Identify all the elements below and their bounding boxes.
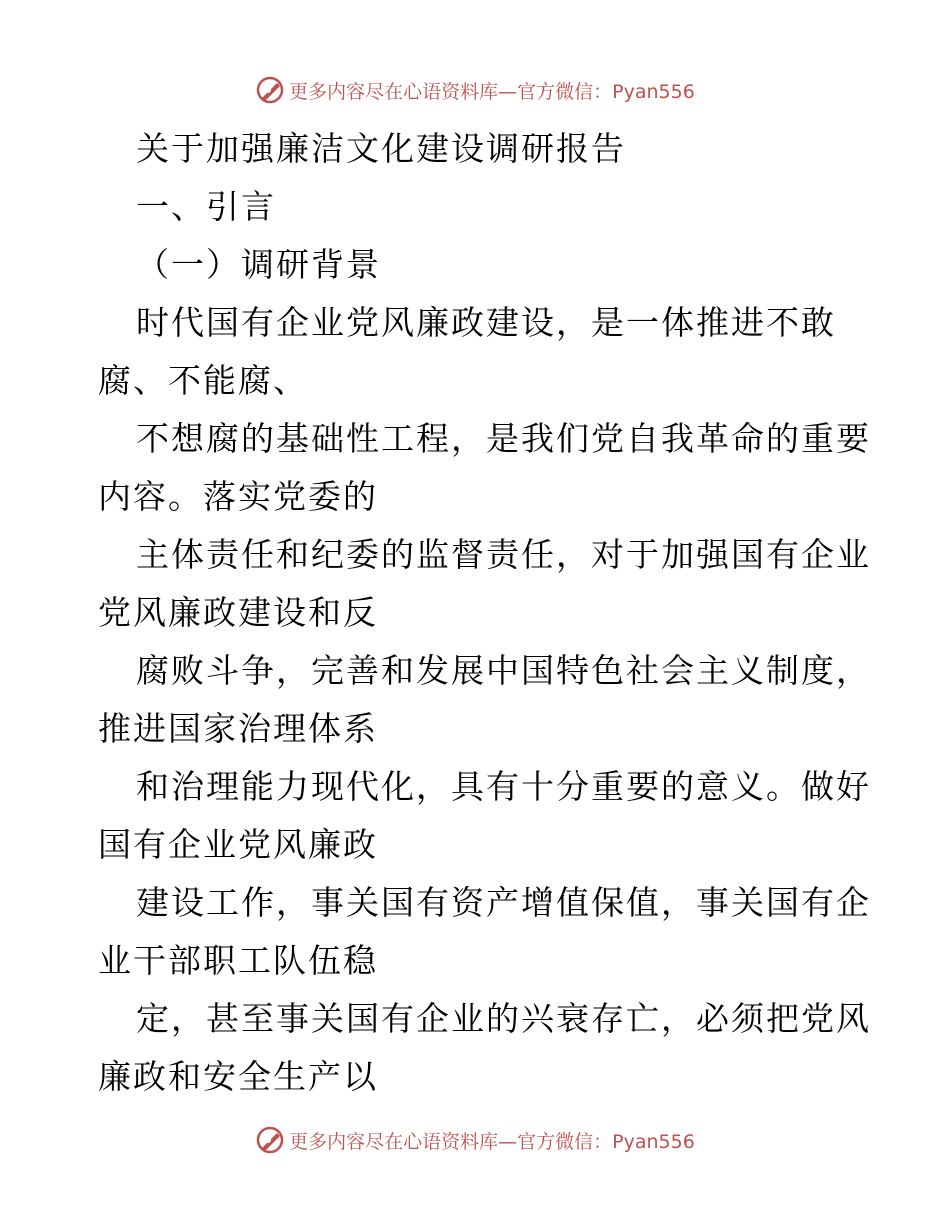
watermark-text: 更多内容尽在心语资料库—官方微信：Pyan556	[289, 80, 695, 103]
paragraph-line: 腐、不能腐、	[98, 361, 308, 400]
paragraph-line: 和治理能力现代化，具有十分重要的意义。做好	[136, 767, 871, 806]
paragraph-line: 主体责任和纪委的监督责任，对于加强国有企业	[136, 535, 871, 574]
paragraph-line: 党风廉政建设和反	[98, 593, 378, 632]
watermark-text: 更多内容尽在心语资料库—官方微信：Pyan556	[289, 1130, 695, 1153]
paragraph-line: 国有企业党风廉政	[98, 825, 378, 864]
pen-seal-logo-icon	[255, 75, 285, 105]
section-heading: 一、引言	[136, 187, 276, 226]
paragraph-line: 推进国家治理体系	[98, 709, 378, 748]
document-body	[98, 120, 871, 1106]
paragraph-line: 不想腐的基础性工程，是我们党自我革命的重要	[136, 419, 871, 458]
header-watermark	[0, 70, 950, 110]
paragraph-line: 廉政和安全生产以	[98, 1057, 378, 1096]
paragraph-line: 建设工作，事关国有资产增值保值，事关国有企	[136, 883, 871, 922]
paragraph-line: 时代国有企业党风廉政建设，是一体推进不敢	[136, 303, 836, 342]
paragraph-line: 内容。落实党委的	[98, 477, 378, 516]
subsection-heading: （一）调研背景	[136, 245, 381, 284]
document-title: 关于加强廉洁文化建设调研报告	[136, 129, 626, 168]
pen-seal-logo-icon	[255, 1125, 285, 1155]
paragraph-line: 定，甚至事关国有企业的兴衰存亡，必须把党风	[136, 999, 871, 1038]
paragraph-line: 腐败斗争，完善和发展中国特色社会主义制度，	[136, 651, 871, 690]
footer-watermark	[0, 1120, 950, 1160]
paragraph-line: 业干部职工队伍稳	[98, 941, 378, 980]
